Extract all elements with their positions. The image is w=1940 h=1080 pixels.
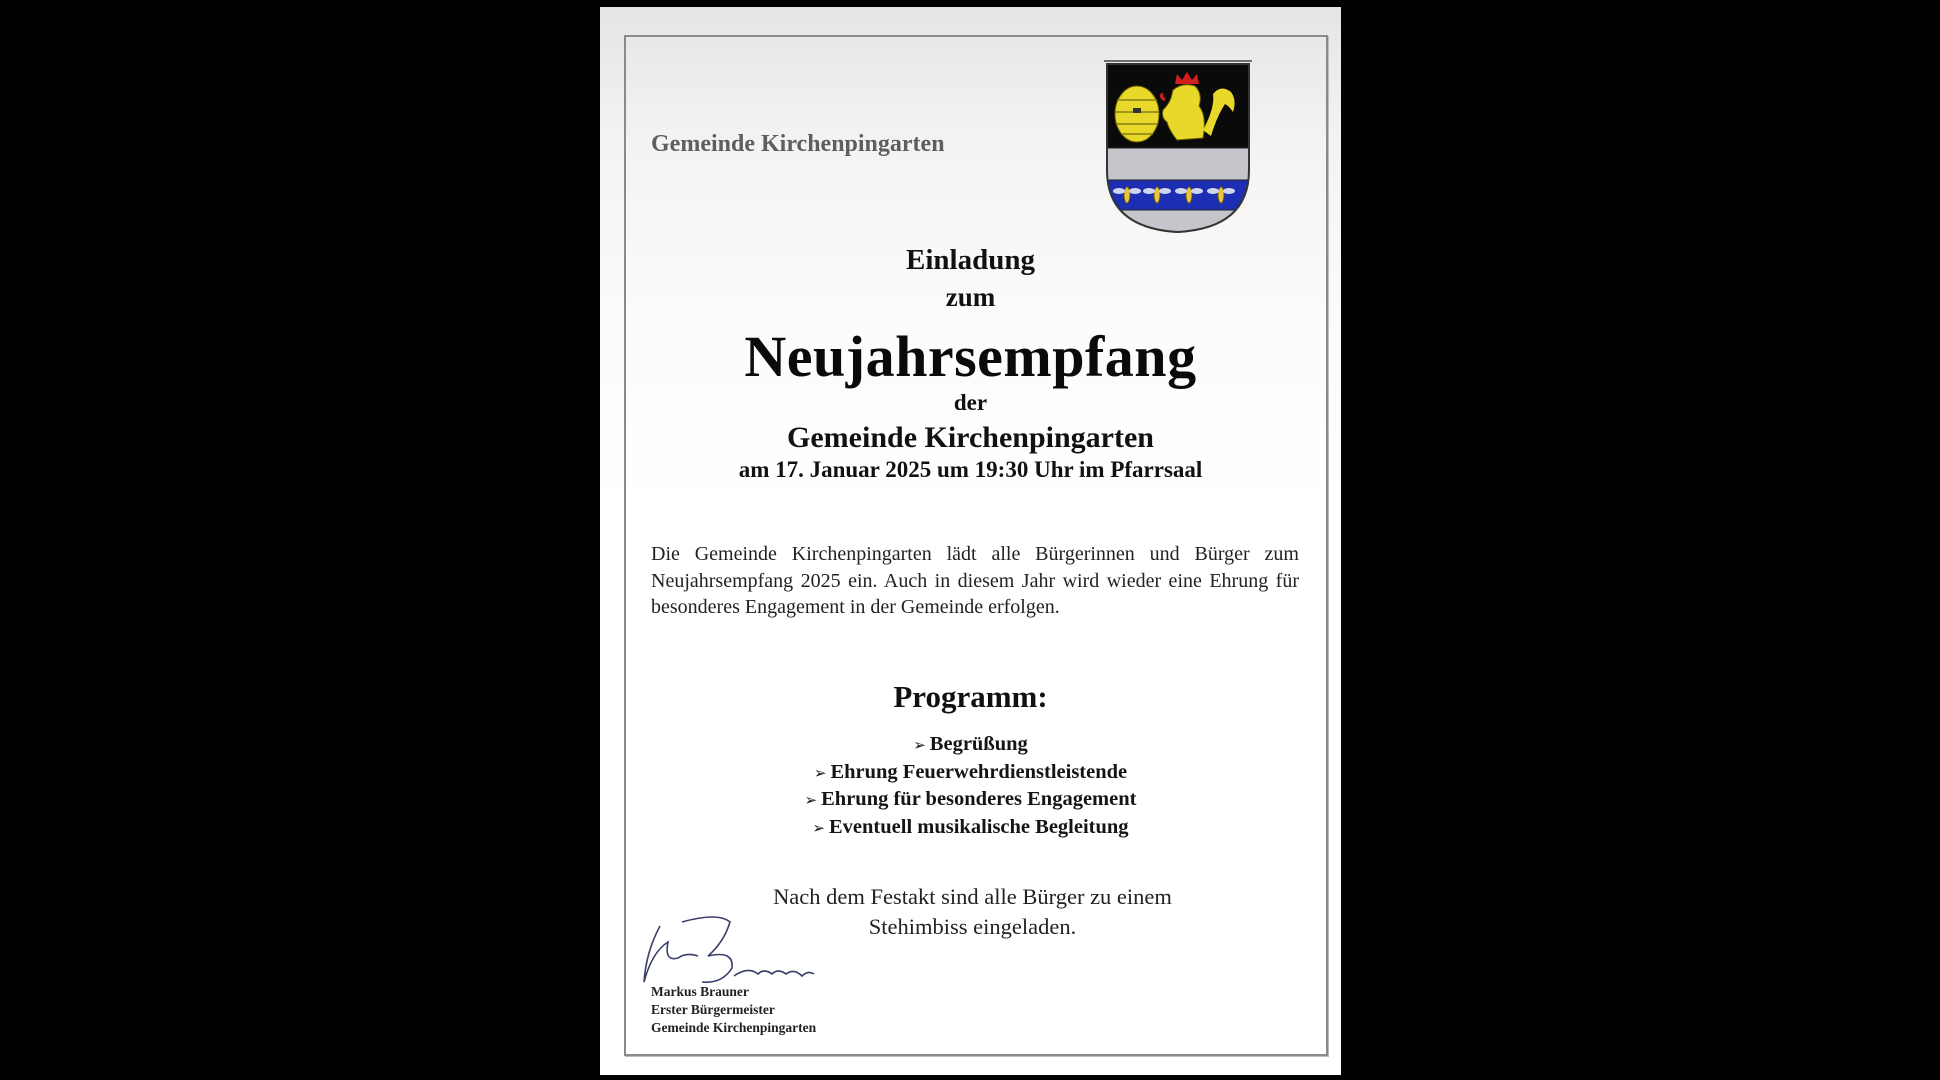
- arrow-bullet-icon: ➢: [913, 736, 926, 754]
- header-organization: Gemeinde Kirchenpingarten: [651, 131, 945, 157]
- arrow-bullet-icon: ➢: [813, 763, 827, 782]
- program-item: ➢ Begrüßung: [913, 733, 1028, 755]
- program-list: [600, 731, 1341, 841]
- signature-block: [651, 983, 816, 1037]
- closing-line-1: Nach dem Festakt sind alle Bürger zu einem: [773, 884, 1172, 909]
- signer-name: Markus Brauner: [651, 984, 749, 999]
- signer-role: Erster Bürgermeister: [651, 1002, 775, 1017]
- program-item: ➢ Ehrung Feuerwehrdienstleistende: [813, 760, 1128, 783]
- arrow-bullet-icon: ➢: [804, 791, 818, 809]
- main-title: Neujahrsempfang: [744, 324, 1197, 389]
- handwritten-signature-icon: [638, 912, 838, 992]
- program-item: ➢ Eventuell musikalische Begleitung: [812, 815, 1129, 838]
- title-municipality: Gemeinde Kirchenpingarten: [787, 421, 1154, 454]
- title-einladung: Einladung: [906, 244, 1035, 276]
- invitation-page: [600, 7, 1341, 1075]
- title-zum: zum: [945, 282, 996, 312]
- program-item: ➢ Ehrung für besonderes Engagement: [804, 788, 1137, 810]
- arrow-bullet-icon: ➢: [812, 818, 825, 837]
- coat-of-arms-icon: [1103, 60, 1253, 235]
- title-der: der: [953, 390, 988, 415]
- program-heading: Programm:: [893, 679, 1048, 714]
- closing-line-2: Stehimbiss eingeladen.: [868, 914, 1077, 939]
- signer-org: Gemeinde Kirchenpingarten: [651, 1020, 817, 1035]
- event-date-line: am 17. Januar 2025 um 19:30 Uhr im Pfarrsaal: [738, 457, 1203, 482]
- invitation-paragraph: Die Gemeinde Kirchenpingarten lädt alle Bürgerinnen und Bürger zum Neujahrsempfang 2025 ein. Auch in diesem Jahr wird wieder eine Ehrung für besonderes Engagement in der Gemeinde erfolgen.: [651, 543, 1299, 618]
